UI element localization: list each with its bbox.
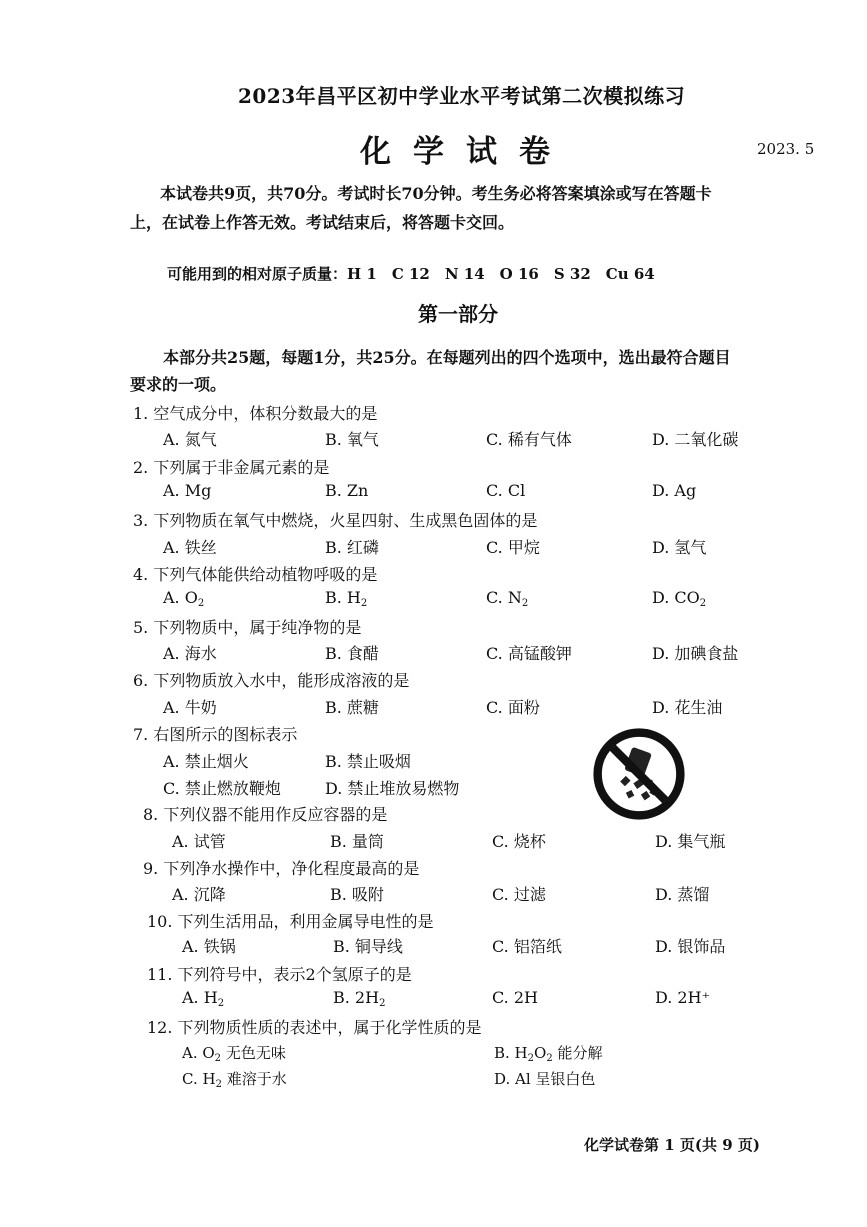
option-c: C. $N_2$ xyxy=(486,588,529,609)
question-stem: 8. 下列仪器不能用作反应容器的是 xyxy=(143,805,388,824)
option-a: A. 沉降 xyxy=(172,885,226,904)
atomic-masses: 可能用到的相对原子质量：H 1 C 12 N 14 O 16 S 32 Cu 64 xyxy=(167,265,655,283)
option-d: D. 花生油 xyxy=(652,698,723,717)
part-title: 第一部分 xyxy=(418,302,498,326)
option-c: C. $H_2$ 难溶于水 xyxy=(182,1070,287,1090)
option-c: C. 面粉 xyxy=(486,698,540,717)
option-c: C. 甲烷 xyxy=(486,538,540,557)
option-b: B. 蔗糖 xyxy=(325,698,379,717)
option-b: B. 量筒 xyxy=(330,832,384,851)
question-stem: 11. 下列符号中，表示2个氢原子的是 xyxy=(147,965,412,984)
option-b: B. 红磷 xyxy=(325,538,379,557)
option-a: A. $H_2$ xyxy=(182,988,225,1009)
option-b: B. Zn xyxy=(325,481,369,500)
option-c: C. 过滤 xyxy=(492,885,546,904)
option-a: A. $O_2$ 无色无味 xyxy=(182,1044,286,1064)
option-a: A. 试管 xyxy=(172,832,226,851)
option-b: B. 食醋 xyxy=(325,644,379,663)
question-stem: 2. 下列属于非金属元素的是 xyxy=(133,458,330,477)
instructions-line-1: 本试卷共9页，共70分。考试时长70分钟。考生务必将答案填涂或写在答题卡 xyxy=(160,184,712,203)
option-a: A. 氮气 xyxy=(163,430,217,449)
option-c: C. 高锰酸钾 xyxy=(486,644,572,663)
option-d: D. Ag xyxy=(652,481,697,500)
question-stem: 1. 空气成分中，体积分数最大的是 xyxy=(133,404,378,423)
option-c: C. 禁止燃放鞭炮 xyxy=(163,779,281,798)
instructions-line-2: 上，在试卷上作答无效。考试结束后，将答题卡交回。 xyxy=(130,213,515,232)
option-d: D. 禁止堆放易燃物 xyxy=(325,779,460,798)
option-b: B. $H_2O_2$ 能分解 xyxy=(494,1044,603,1064)
option-b: B. 吸附 xyxy=(330,885,384,904)
question-stem: 12. 下列物质性质的表述中，属于化学性质的是 xyxy=(147,1018,482,1037)
option-b: B. $2H_2$ xyxy=(333,988,386,1009)
question-stem: 9. 下列净水操作中，净化程度最高的是 xyxy=(143,859,420,878)
option-c: C. 烧杯 xyxy=(492,832,546,851)
option-b: B. 铜导线 xyxy=(333,937,403,956)
option-d: D. 银饰品 xyxy=(655,937,726,956)
option-c: C. Cl xyxy=(486,481,526,500)
option-d: D. 加碘食盐 xyxy=(652,644,739,663)
option-c: C. 稀有气体 xyxy=(486,430,572,449)
option-d: D. $CO_2$ xyxy=(652,588,707,609)
option-c: C. 2H xyxy=(492,988,538,1007)
option-d: D. 二氧化碳 xyxy=(652,430,739,449)
option-b: B. 禁止吸烟 xyxy=(325,752,411,771)
question-stem: 4. 下列气体能供给动植物呼吸的是 xyxy=(133,565,378,584)
option-a: A. 海水 xyxy=(163,644,217,663)
option-d: D. Al 呈银白色 xyxy=(494,1070,596,1088)
option-c: C. 铝箔纸 xyxy=(492,937,562,956)
option-a: A. 禁止烟火 xyxy=(163,752,249,771)
question-stem: 6. 下列物质放入水中，能形成溶液的是 xyxy=(133,671,410,690)
subject-title: 化学试卷 xyxy=(360,134,572,170)
option-a: A. 牛奶 xyxy=(163,698,217,717)
part-intro-line-2: 要求的一项。 xyxy=(130,375,227,394)
option-d: D. 蒸馏 xyxy=(655,885,710,904)
option-b: B. 氧气 xyxy=(325,430,379,449)
exam-title: 2023年昌平区初中学业水平考试第二次模拟练习 xyxy=(238,84,686,108)
question-stem: 5. 下列物质中，属于纯净物的是 xyxy=(133,618,362,637)
option-a: A. 铁锅 xyxy=(182,937,236,956)
option-d: D. 2H⁺ xyxy=(655,988,711,1007)
question-stem: 10. 下列生活用品，利用金属导电性的是 xyxy=(147,912,434,931)
option-d: D. 氢气 xyxy=(652,538,707,557)
no-fireworks-sign-icon xyxy=(592,727,686,821)
option-a: A. $O_2$ xyxy=(163,588,205,609)
page-footer: 化学试卷第 1 页(共 9 页) xyxy=(584,1136,760,1154)
option-d: D. 集气瓶 xyxy=(655,832,726,851)
part-intro-line-1: 本部分共25题，每题1分，共25分。在每题列出的四个选项中，选出最符合题目 xyxy=(163,348,731,367)
question-stem: 3. 下列物质在氧气中燃烧，火星四射、生成黑色固体的是 xyxy=(133,511,538,530)
option-a: A. 铁丝 xyxy=(163,538,217,557)
question-stem: 7. 右图所示的图标表示 xyxy=(133,725,298,744)
exam-date: 2023. 5 xyxy=(757,140,815,158)
option-a: A. Mg xyxy=(163,481,212,500)
option-b: B. $H_2$ xyxy=(325,588,368,609)
